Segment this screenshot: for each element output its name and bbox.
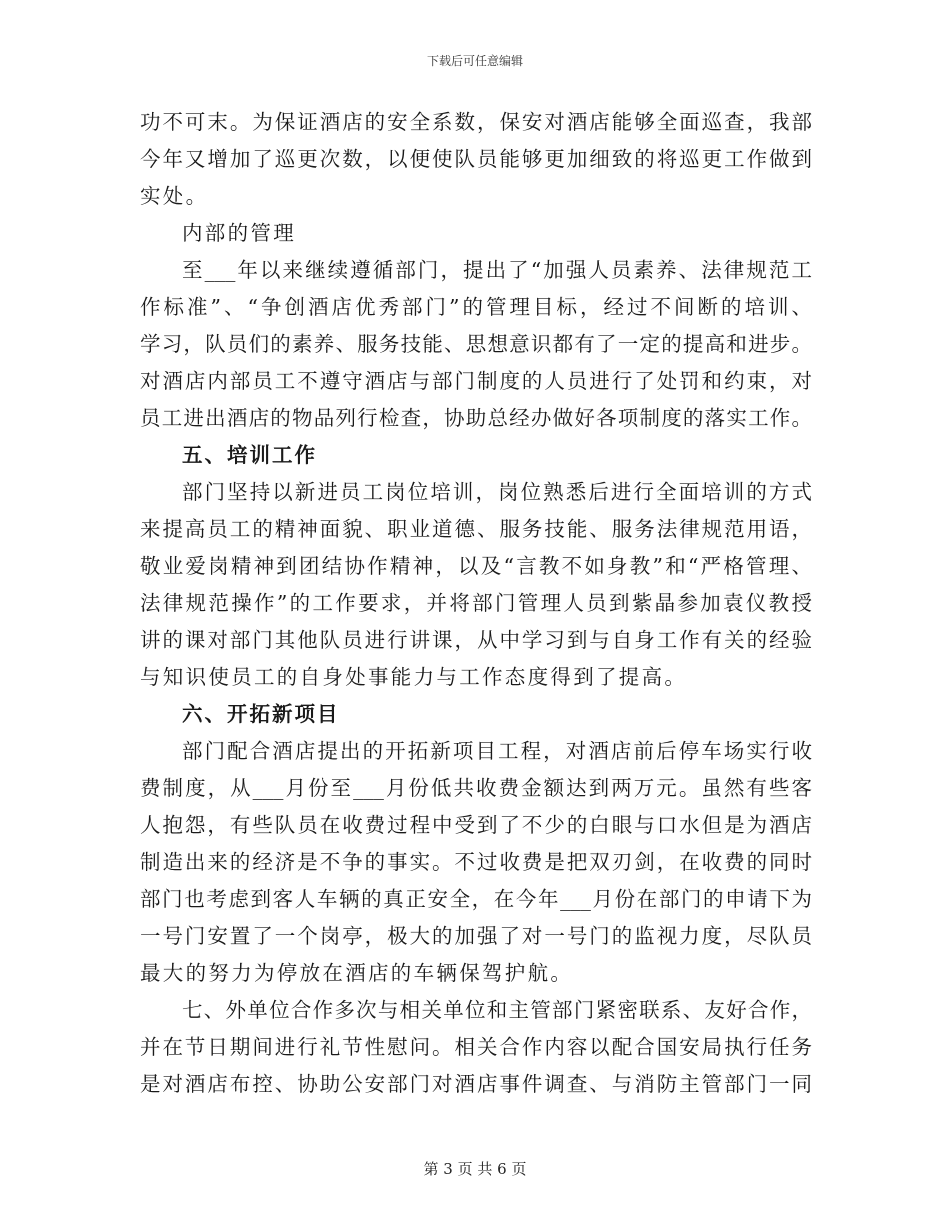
body-line: 至___年以来继续遵循部门，提出了“加强人员素养、法律规范工: [182, 258, 812, 282]
body-line: 费制度，从___月份至___月份低共收费金额达到两万元。虽然有些客: [140, 776, 812, 800]
body-line: 七、外单位合作多次与相关单位和主管部门紧密联系、友好合作，: [182, 998, 812, 1022]
page-header-note: 下载后可任意编辑: [426, 54, 523, 68]
section-heading-training: 五、培训工作: [182, 443, 317, 467]
page-number-footer: 第 3 页 共 6 页: [423, 1160, 527, 1178]
body-line: 制造出来的经济是不争的事实。不过收费是把双刃剑，在收费的同时: [140, 850, 812, 874]
body-line: 学习，队员们的素养、服务技能、思想意识都有了一定的提高和进步。: [140, 332, 812, 356]
body-line: 敬业爱岗精神到团结协作精神，以及“言教不如身教”和“严格管理、: [140, 554, 812, 578]
section-heading-new-project: 六、开拓新项目: [182, 702, 340, 726]
section-subheading: 内部的管理: [182, 221, 296, 245]
body-line: 一号门安置了一个岗亭，极大的加强了对一号门的监视力度，尽队员: [140, 924, 812, 948]
body-line: 与知识使员工的自身处事能力与工作态度得到了提高。: [140, 665, 688, 689]
body-line: 讲的课对部门其他队员进行讲课，从中学习到与自身工作有关的经验: [140, 628, 812, 652]
body-line: 最大的努力为停放在酒店的车辆保驾护航。: [140, 961, 574, 985]
body-line: 实处。: [140, 184, 209, 208]
body-line: 功不可末。为保证酒店的安全系数，保安对酒店能够全面巡查，我部: [140, 110, 812, 134]
body-line: 法律规范操作”的工作要求，并将部门管理人员到紫晶参加袁仪教授: [140, 591, 812, 615]
body-line: 部门配合酒店提出的开拓新项目工程，对酒店前后停车场实行收: [182, 739, 812, 763]
body-line: 并在节日期间进行礼节性慰问。相关合作内容以配合国安局执行任务: [140, 1035, 812, 1059]
body-line: 部门也考虑到客人车辆的真正安全，在今年___月份在部门的申请下为: [140, 887, 812, 911]
body-line: 今年又增加了巡更次数，以便使队员能够更加细致的将巡更工作做到: [140, 147, 812, 171]
body-line: 人抱怨，有些队员在收费过程中受到了不少的白眼与口水但是为酒店: [140, 813, 812, 837]
body-line: 是对酒店布控、协助公安部门对酒店事件调查、与消防主管部门一同: [140, 1072, 812, 1096]
body-line: 部门坚持以新进员工岗位培训，岗位熟悉后进行全面培训的方式: [182, 480, 812, 504]
body-line: 来提高员工的精神面貌、职业道德、服务技能、服务法律规范用语，: [140, 517, 812, 541]
body-line: 对酒店内部员工不遵守酒店与部门制度的人员进行了处罚和约束，对: [140, 369, 812, 393]
document-body: [140, 104, 812, 1103]
body-line: 员工进出酒店的物品列行检查，协助总经办做好各项制度的落实工作。: [140, 406, 812, 430]
body-line: 作标准”、“争创酒店优秀部门”的管理目标，经过不间断的培训、: [140, 295, 812, 319]
